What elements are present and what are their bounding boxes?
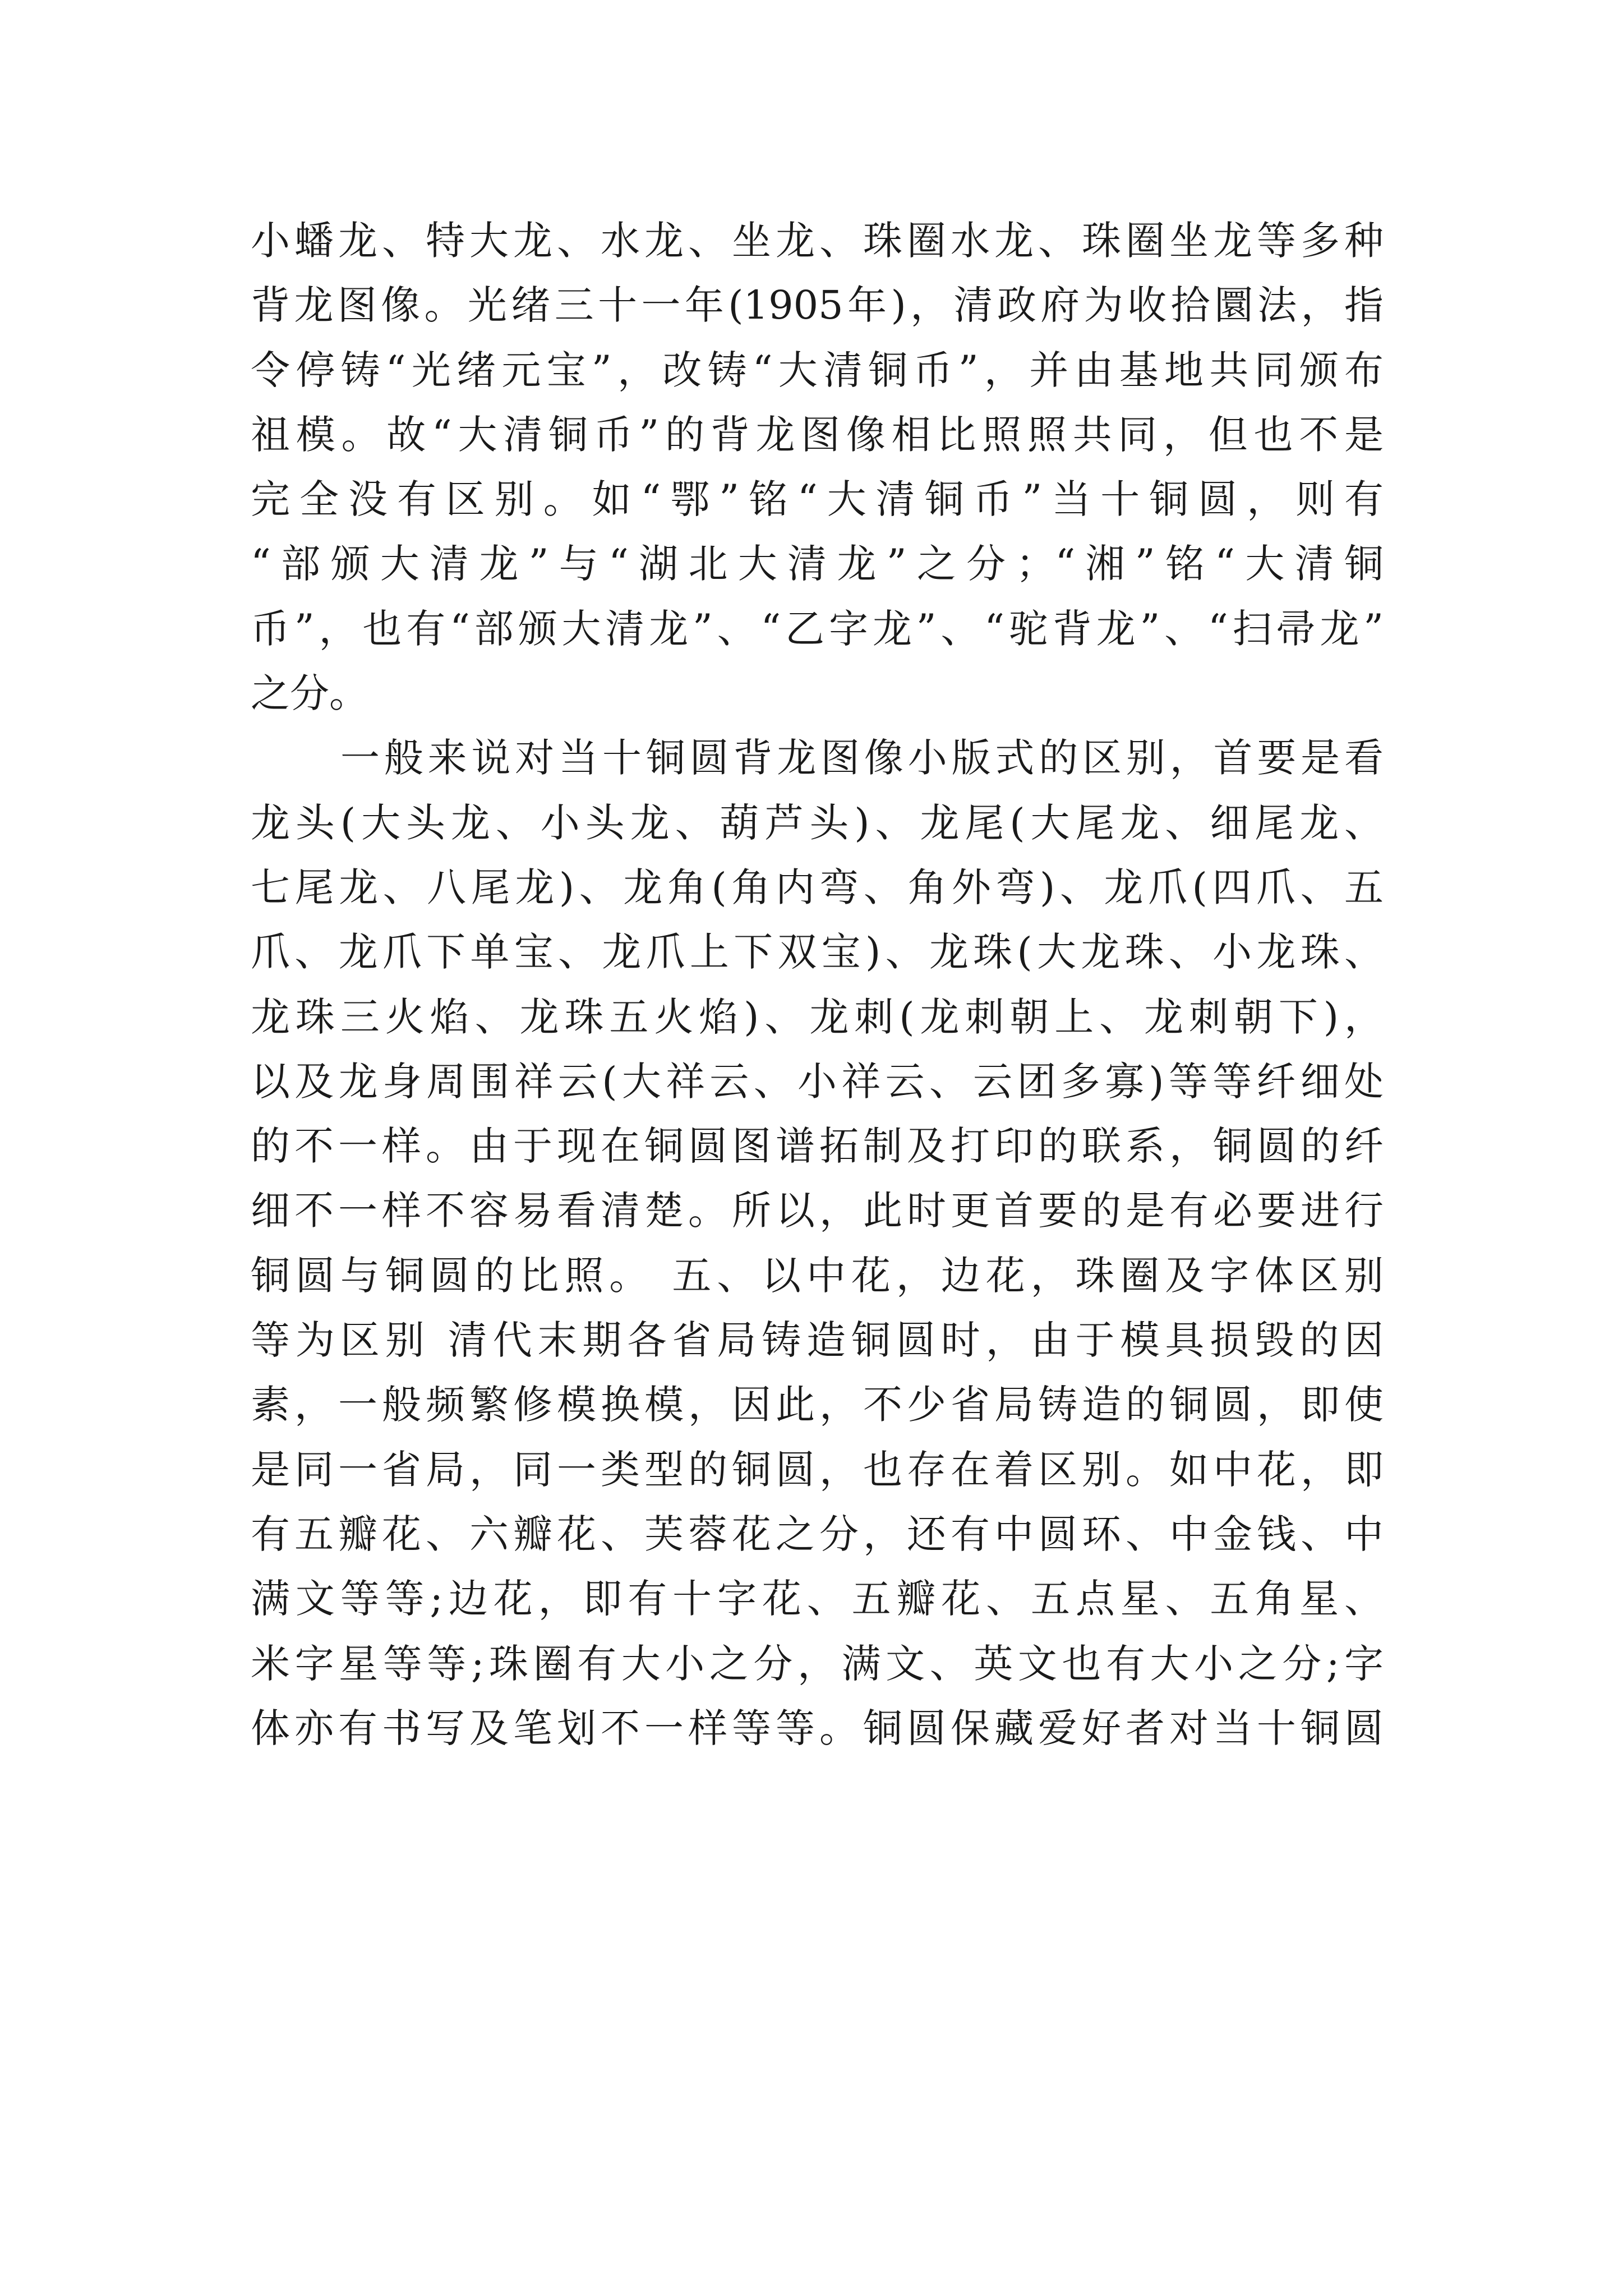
text-line: 素，一般频繁修模换模，因此，不少省局铸造的铜圆，即使 bbox=[251, 1382, 1384, 1428]
paragraph-first-line: 一般来说对当十铜圆背龙图像小版式的区别，首要是看 bbox=[340, 735, 1384, 781]
text-line: 爪、龙爪下单宝、龙爪上下双宝)、龙珠(大龙珠、小龙珠、 bbox=[251, 929, 1384, 976]
text-line: 币”，也有“部颁大清龙”、“乙字龙”、“驼背龙”、“扫帚龙” bbox=[251, 605, 1384, 652]
text-line: 龙头(大头龙、小头龙、葫芦头)、龙尾(大尾龙、细尾龙、 bbox=[251, 799, 1384, 846]
text-line: 七尾龙、八尾龙)、龙角(角内弯、角外弯)、龙爪(四爪、五 bbox=[251, 864, 1384, 910]
text-line: 细不一样不容易看清楚。所以，此时更首要的是有必要进行 bbox=[251, 1188, 1384, 1234]
text-line: 体亦有书写及笔划不一样等等。铜圆保藏爱好者对当十铜圆 bbox=[251, 1705, 1384, 1751]
text-line: 是同一省局，同一类型的铜圆，也存在着区别。如中花，即 bbox=[251, 1446, 1384, 1493]
text-line: 背龙图像。光绪三十一年(1905年)，清政府为收拾圜法，指 bbox=[251, 282, 1384, 329]
text-line: 以及龙身周围祥云(大祥云、小祥云、云团多寡)等等纤细处 bbox=[251, 1058, 1384, 1105]
text-line: 祖模。故“大清铜币”的背龙图像相比照照共同，但也不是 bbox=[251, 411, 1384, 458]
text-line: 之分。 bbox=[251, 670, 368, 717]
text-line: “部颁大清龙”与“湖北大清龙”之分；“湘”铭“大清铜 bbox=[251, 541, 1384, 587]
text-line: 的不一样。由于现在铜圆图谱拓制及打印的联系，铜圆的纤 bbox=[251, 1123, 1384, 1170]
text-line: 龙珠三火焰、龙珠五火焰)、龙刺(龙刺朝上、龙刺朝下)， bbox=[251, 993, 1384, 1040]
text-line: 铜圆与铜圆的比照。 五、以中花，边花，珠圈及字体区别 bbox=[251, 1252, 1384, 1299]
body-text bbox=[251, 209, 1384, 1761]
text-line: 等为区别 清代末期各省局铸造铜圆时，由于模具损毁的因 bbox=[251, 1317, 1384, 1364]
text-line: 米字星等等;珠圈有大小之分，满文、英文也有大小之分;字 bbox=[251, 1640, 1384, 1687]
text-line: 完全没有区别。如“鄂”铭“大清铜币”当十铜圆，则有 bbox=[251, 476, 1384, 523]
text-line: 满文等等;边花，即有十字花、五瓣花、五点星、五角星、 bbox=[251, 1576, 1384, 1622]
text-line: 有五瓣花、六瓣花、芙蓉花之分，还有中圆环、中金钱、中 bbox=[251, 1511, 1384, 1557]
text-line: 令停铸“光绪元宝”，改铸“大清铜币”，并由基地共同颁布 bbox=[251, 347, 1384, 393]
text-line: 小蟠龙、特大龙、水龙、坐龙、珠圈水龙、珠圈坐龙等多种 bbox=[251, 218, 1384, 264]
